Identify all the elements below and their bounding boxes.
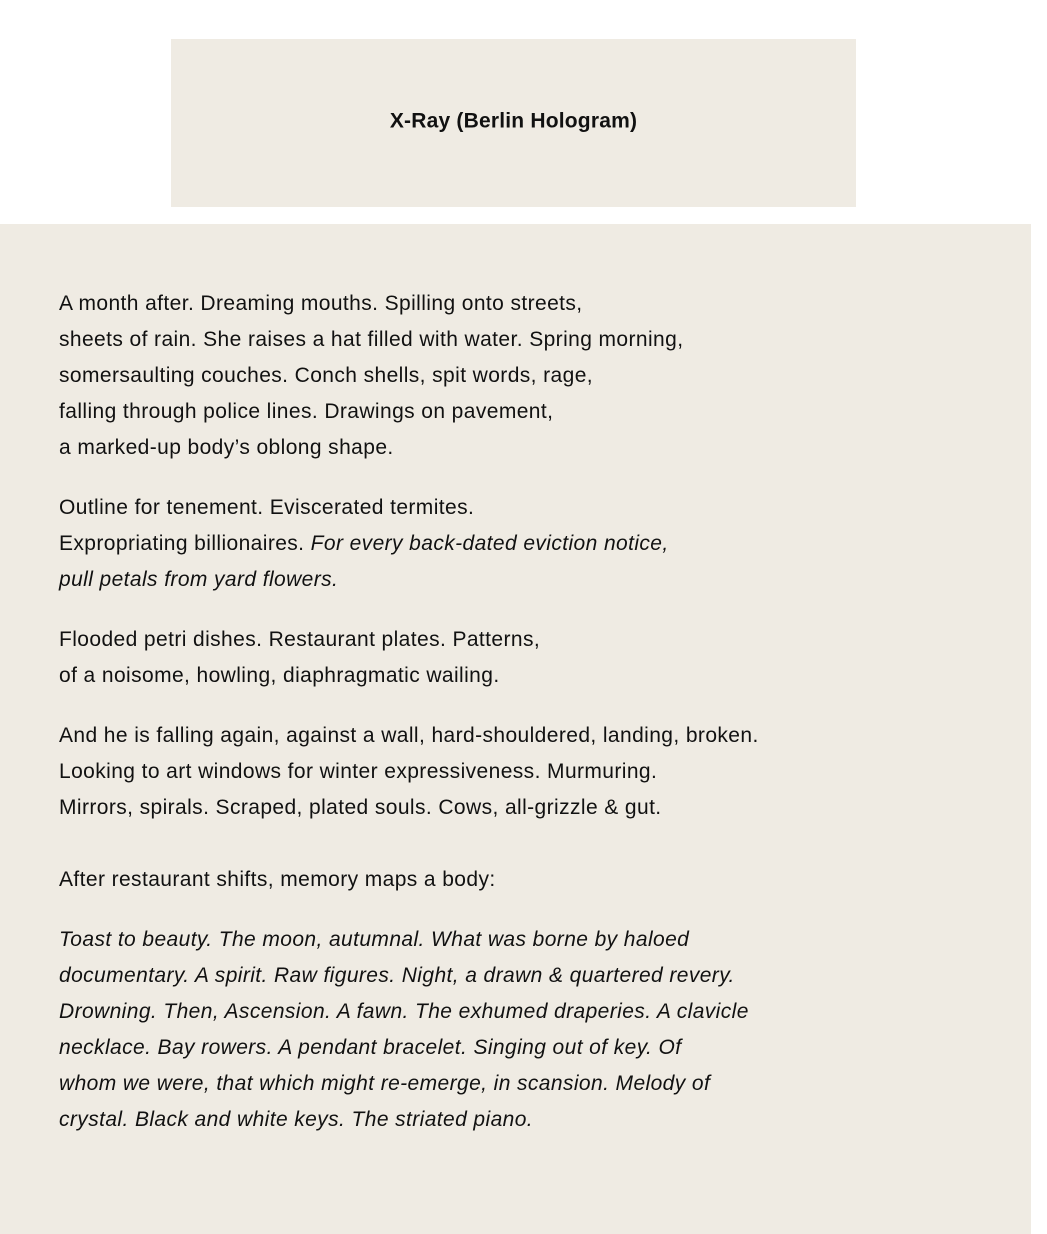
stanza-6 <box>59 922 959 1138</box>
poem-line: And he is falling again, against a wall, hard-shouldered, landing, broken. <box>59 724 759 747</box>
poem-line: falling through police lines. Drawings on pavement, <box>59 400 554 423</box>
poem-line-italic: necklace. Bay rowers. A pendant bracelet. Singing out of key. Of <box>59 1036 682 1059</box>
poem-line-italic: pull petals from yard flowers. <box>59 568 339 591</box>
poem-line-italic: Drowning. Then, Ascension. A fawn. The exhumed draperies. A clavicle <box>59 1000 749 1023</box>
poem-line: Looking to art windows for winter expressiveness. Murmuring. <box>59 760 658 783</box>
poem-line: somersaulting couches. Conch shells, spit words, rage, <box>59 364 594 387</box>
stanza-3 <box>59 622 959 694</box>
poem-line: sheets of rain. She raises a hat filled with water. Spring morning, <box>59 328 684 351</box>
poem-line-italic-part: For every back-dated eviction notice, <box>310 532 669 555</box>
poem-line: a marked-up body’s oblong shape. <box>59 436 394 459</box>
stanza-5 <box>59 862 959 898</box>
stanza-4 <box>59 718 959 826</box>
poem-line-italic: crystal. Black and white keys. The striated piano. <box>59 1108 534 1131</box>
poem-panel <box>0 224 1031 1234</box>
poem-line-italic: whom we were, that which might re-emerge, in scansion. Melody of <box>59 1072 711 1095</box>
stanza-1 <box>59 286 959 466</box>
poem-line-plain-part: Expropriating billionaires. <box>59 532 311 555</box>
poem-line: A month after. Dreaming mouths. Spilling onto streets, <box>59 292 583 315</box>
poem-line: Mirrors, spirals. Scraped, plated souls. Cows, all-grizzle & gut. <box>59 796 662 819</box>
poem-line: of a noisome, howling, diaphragmatic wailing. <box>59 664 500 687</box>
stanza-2 <box>59 490 959 598</box>
poem-line: After restaurant shifts, memory maps a body: <box>59 868 496 891</box>
poem-line-italic: Toast to beauty. The moon, autumnal. What was borne by haloed <box>59 928 690 951</box>
poem-line: Outline for tenement. Eviscerated termites. <box>59 496 475 519</box>
title-card <box>171 39 856 207</box>
poem-title: X-Ray (Berlin Hologram) <box>389 109 638 133</box>
poem-line: Flooded petri dishes. Restaurant plates. Patterns, <box>59 628 541 651</box>
poem-body <box>59 286 959 1162</box>
poem-line-italic: documentary. A spirit. Raw figures. Night, a drawn & quartered revery. <box>59 964 735 987</box>
poem-line-mixed <box>59 526 959 562</box>
